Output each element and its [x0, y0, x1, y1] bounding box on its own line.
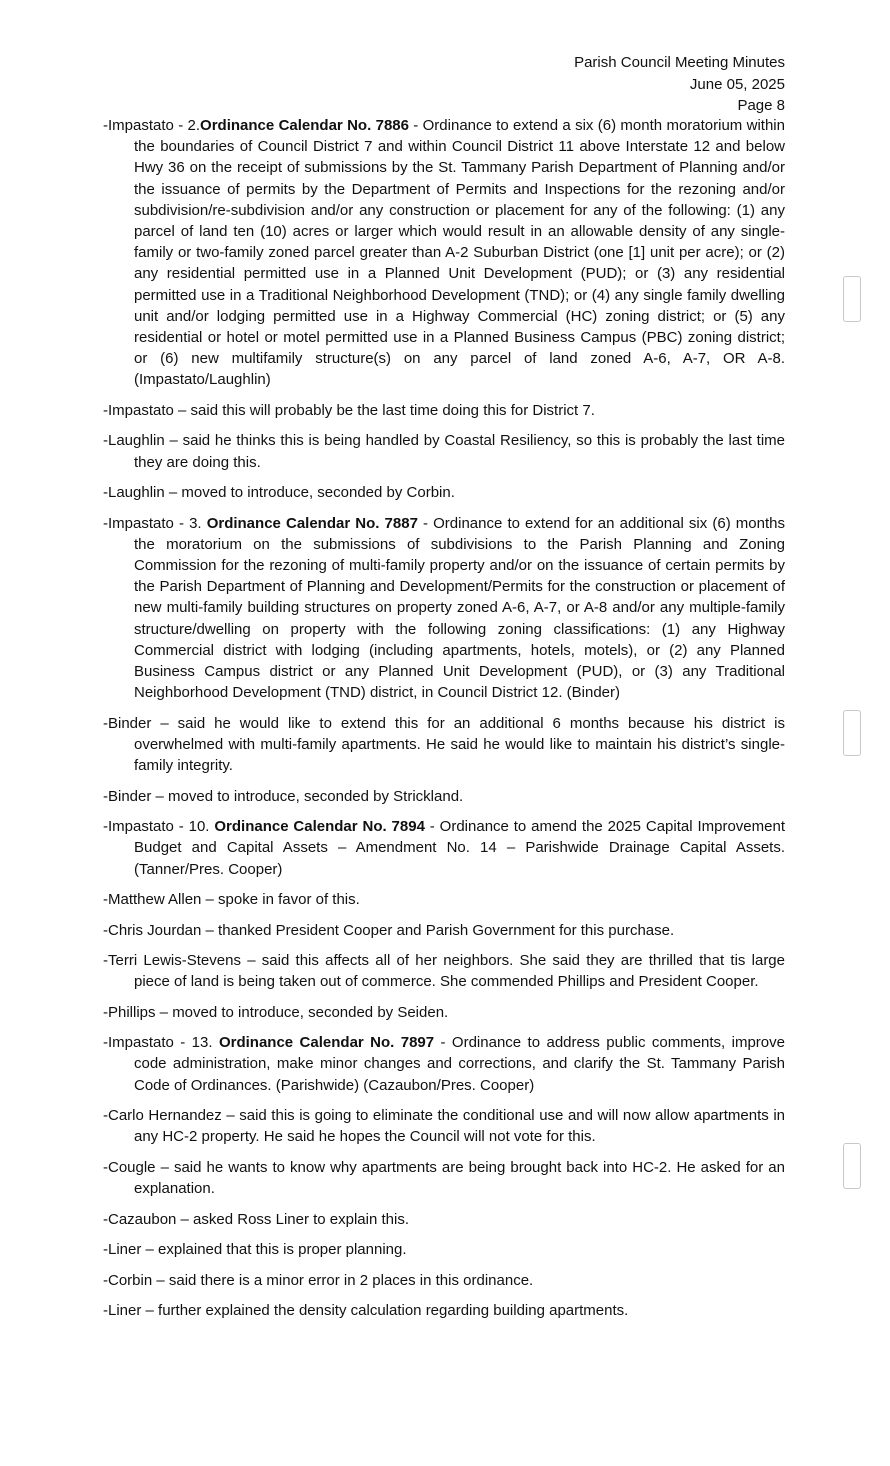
- minutes-entry: [103, 513, 785, 704]
- minutes-entry: [103, 816, 785, 880]
- margin-scan-mark: [843, 276, 861, 322]
- entry-prefix: -Impastato - 2.: [103, 117, 201, 134]
- page-header: [574, 52, 785, 117]
- entry-prefix: -Impastato - 10.: [103, 818, 215, 836]
- meeting-date: June 05, 2025: [689, 75, 785, 93]
- document-title: Parish Council Meeting Minutes: [574, 54, 785, 71]
- entry-prefix: -Impastato - 13.: [103, 1034, 219, 1052]
- minutes-entry: -Carlo Hernandez – said this is going to eliminate the conditional use and will now allow apartments in any HC-2 property. He said he hopes the Council will not vote for this.: [103, 1107, 785, 1146]
- minutes-entry: [103, 115, 785, 391]
- minutes-entry: -Binder – moved to introduce, seconded by Strickland.: [103, 787, 464, 805]
- minutes-entry: -Cazaubon – asked Ross Liner to explain this.: [103, 1210, 410, 1228]
- minutes-entry: -Liner – further explained the density calculation regarding building apartments.: [103, 1302, 629, 1320]
- minutes-entry: -Chris Jourdan – thanked President Cooper and Parish Government for this purchase.: [103, 921, 675, 939]
- entry-text: - Ordinance to address public comments, improve code administration, make minor changes and corrections, and clarify the St. Tammany Parish Code of Ordinances. (Parishwide) (Cazaubon/Pres. Cooper): [134, 1034, 785, 1094]
- minutes-entry: -Binder – said he would like to extend this for an additional 6 months because his district is overwhelmed with multi-family apartments. He said he would like to maintain his district’s single-family integrity.: [103, 714, 785, 775]
- minutes-entry: -Laughlin – said he thinks this is being handled by Coastal Resiliency, so this is probably the last time they are doing this.: [103, 432, 785, 471]
- minutes-entry: -Corbin – said there is a minor error in 2 places in this ordinance.: [103, 1271, 534, 1289]
- ordinance-number: Ordinance Calendar No. 7887: [206, 514, 418, 532]
- entry-text: - Ordinance to amend the 2025 Capital Improvement Budget and Capital Assets – Amendment No. 14 – Parishwide Drainage Capital Assets. (Tanner/Pres. Cooper): [134, 818, 785, 878]
- page-number: Page 8: [737, 97, 785, 114]
- ordinance-number: Ordinance Calendar No. 7897: [218, 1034, 435, 1052]
- minutes-entry: -Cougle – said he wants to know why apartments are being brought back into HC-2. He asked for an explanation.: [103, 1158, 785, 1198]
- entry-text: - Ordinance to extend for an additional six (6) months the moratorium on the submissions of subdivisions to the Parish Planning and Zoning Commission for the rezoning of multi-family property and/or on the issuance of certain permits by the Parish Department of Planning and Development/Permits for the construction or placement of new multi-family building structures on property zoned A-6, A-7, or A-8 and/or any multiple-family structure/dwelling on property with the following zoning classifications: (1) any Highway Commercial district with lodging (including apartments, hotels, motels), or (2) any Planned Business Campus district or any Planned Unit Development (PUD), or (3) any Traditional Neighborhood Development (TND) district, in Council District 12. (Binder): [134, 514, 785, 702]
- entry-text: - Ordinance to extend a six (6) month moratorium within the boundaries of Council District 7 and within Council District 11 above Interstate 12 and below Hwy 36 on the receipt of submissions by the St. Tammany Parish Department of Planning and/or the issuance of permits by the Department of Permits and Inspections for the rezoning and/or subdivision/re-subdivision and/or any construction or placement for any of the following: (1) any parcel of land ten (10) acres or larger which would result in an allowable density of any single-family or two-family zoned parcel greater than A-2 Suburban District (one [1] unit per acre); or (2) any residential permitted use in a Planned Unit Development (PUD); or (3) any residential permitted use in a Traditional Neighborhood Development (TND); or (4) any single family dwelling unit and/or lodging permitted use in a Highway Commercial (HC) zoning district; or (5) any residential or hotel or motel permitted use in a Planned Business Campus (PBC) zoning district; or (6) new multifamily structure(s) on any parcel of land zoned A-6, A-7, OR A-8. (Impastato/Laughlin): [134, 117, 785, 389]
- margin-scan-mark: [843, 1143, 861, 1189]
- minutes-entry: -Matthew Allen – spoke in favor of this.: [103, 891, 360, 909]
- minutes-entry: -Phillips – moved to introduce, seconded by Seiden.: [103, 1003, 449, 1021]
- ordinance-number: Ordinance Calendar No. 7894: [214, 818, 425, 836]
- minutes-entry: -Terri Lewis-Stevens – said this affects all of her neighbors. She said they are thrilled that tis large piece of land is being taken out of commerce. She commended Phillips and President Cooper.: [103, 952, 785, 991]
- margin-scan-mark: [843, 710, 861, 756]
- minutes-entry: [103, 1032, 785, 1096]
- minutes-body: [103, 115, 785, 1331]
- minutes-entry: -Liner – explained that this is proper planning.: [103, 1241, 407, 1259]
- entry-prefix: -Impastato - 3.: [103, 514, 207, 532]
- minutes-entry: -Laughlin – moved to introduce, seconded by Corbin.: [103, 484, 455, 502]
- minutes-entry: -Impastato – said this will probably be the last time doing this for District 7.: [103, 401, 595, 419]
- ordinance-number: Ordinance Calendar No. 7886: [200, 117, 409, 134]
